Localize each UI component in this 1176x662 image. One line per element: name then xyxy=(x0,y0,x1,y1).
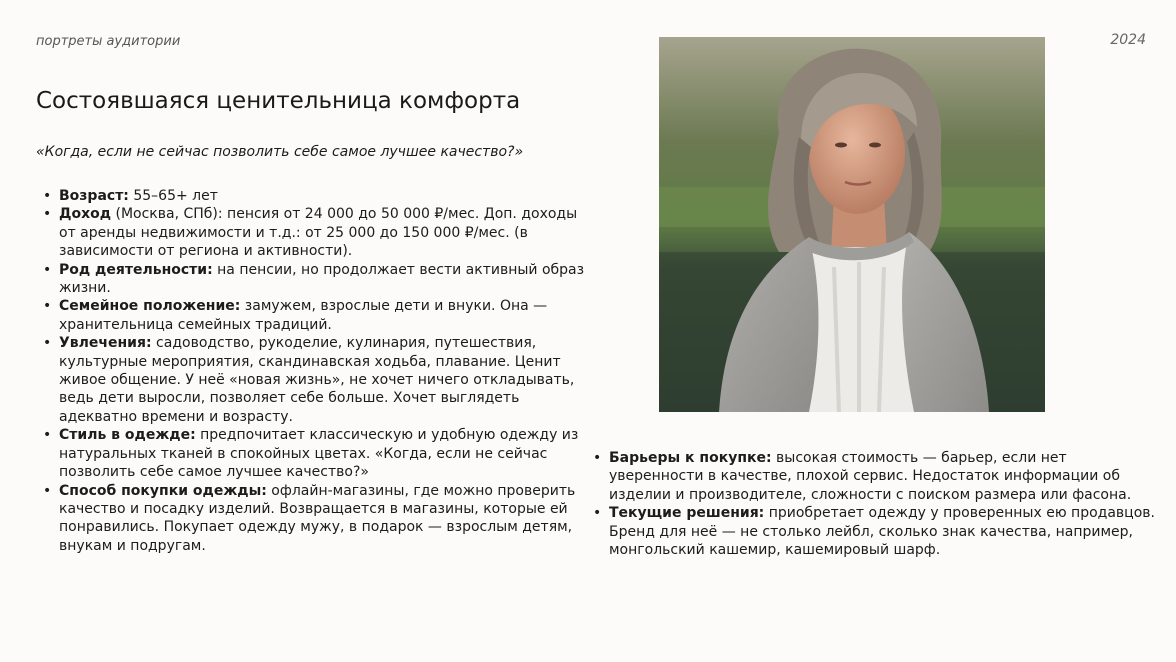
persona-title: Состоявшаяся ценительница комфорта xyxy=(36,88,521,114)
item-label: Барьеры к покупке: xyxy=(609,450,772,466)
item-text: замужем, взрослые дети и внуки. Она — хранительница семейных традиций. xyxy=(59,298,548,333)
item-text: высокая стоимость — барьер, если нет уверенности в качестве, плохой сервис. Недостаток информации об изделии и производителе, сложности с поиском размера или фасона. xyxy=(609,450,1132,503)
list-item-income xyxy=(36,205,596,260)
item-label: Способ покупки одежды: xyxy=(59,482,267,499)
section-label: портреты аудитории xyxy=(36,34,181,49)
item-label: Род деятельности: xyxy=(59,261,213,278)
list-item-family xyxy=(36,297,596,334)
item-text: садоводство, рукоделие, кулинария, путешествия, культурные мероприятия, скандинавская ходьба, плавание. Ценит живое общение. У неё «новая жизнь», не хочет ничего откладывать, ведь дети выросли, позволяет себе больше. Хочет выглядеть адекватно времени и возрасту. xyxy=(59,335,575,425)
persona-needs-list xyxy=(586,449,1156,559)
year-label: 2024 xyxy=(1110,32,1146,48)
persona-quote: «Когда, если не сейчас позволить себе самое лучшее качество?» xyxy=(36,144,524,160)
list-item-style xyxy=(36,426,596,481)
list-item-solutions xyxy=(586,504,1156,559)
list-item-barriers xyxy=(586,449,1156,504)
item-label: Увлечения: xyxy=(59,335,152,352)
item-text: приобретает одежду у проверенных ею продавцов. Бренд для неё — не столько лейбл, сколько знак качества, например, монгольский кашемир, кашемировый шарф. xyxy=(609,505,1155,559)
item-label: Текущие решения: xyxy=(609,505,765,522)
list-item-occupation xyxy=(36,261,596,298)
item-label: Доход xyxy=(59,206,112,223)
list-item-age xyxy=(36,187,596,205)
item-text: 55–65+ лет xyxy=(128,188,218,204)
list-item-hobbies xyxy=(36,334,596,426)
persona-photo xyxy=(659,37,1045,412)
list-item-shopping xyxy=(36,482,596,556)
item-label: Семейное положение: xyxy=(59,298,241,315)
item-label: Стиль в одежде: xyxy=(59,427,196,444)
item-text: офлайн-магазины, где можно проверить качество и посадку изделий. Возвращается в магазины, которые ей понравились. Покупает одежду мужу, в подарок — взрослым детям, внукам и подругам. xyxy=(59,482,576,554)
item-text: на пенсии, но продолжает вести активный образ жизни. xyxy=(59,261,585,297)
item-label: Возраст: xyxy=(59,188,129,204)
item-text: (Москва, СПб): пенсия от 24 000 до 50 000 ₽/мес. Доп. доходы от аренды недвижимости и т.д.: от 25 000 до 150 000 ₽/мес. (в зависимости от региона и активности). xyxy=(59,206,578,260)
item-text: предпочитает классическую и удобную одежду из натуральных тканей в спокойных цветах. «Когда, если не сейчас позволить себе самое лучшее качество?» xyxy=(59,427,579,481)
persona-attributes-list xyxy=(36,187,596,555)
